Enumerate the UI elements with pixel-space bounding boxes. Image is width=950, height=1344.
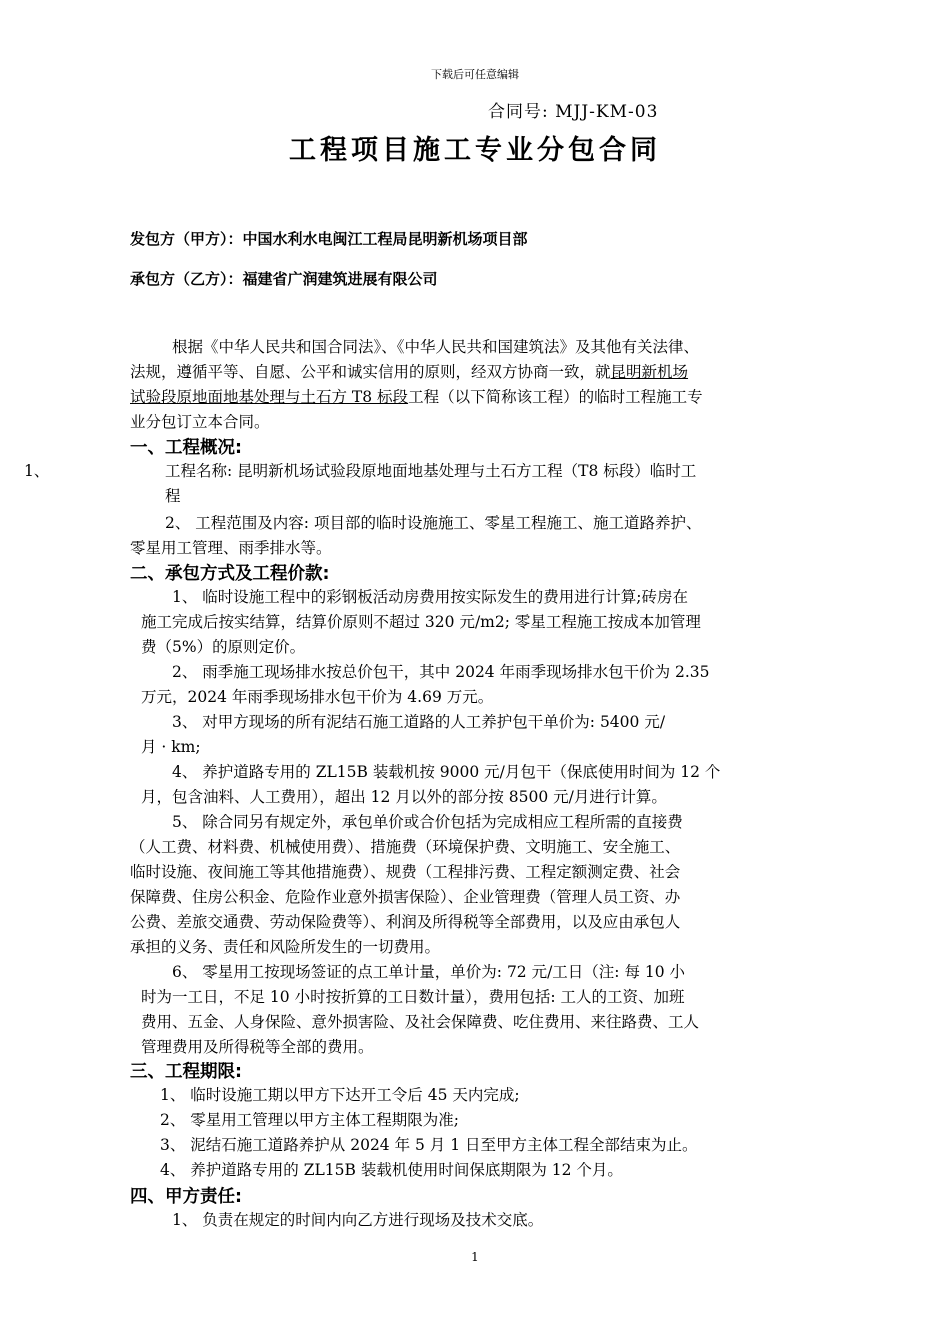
intro-line-3-text: 工程（以下简称该工程）的临时工程施工专 [408, 388, 703, 406]
s2-item-3-line-2: 月 · km; [141, 738, 201, 756]
section-1-heading: 一、工程概况: [130, 438, 242, 458]
contract-number: 合同号: MJJ-KM-03 [488, 102, 659, 122]
s2-item-1-line-2: 施工完成后按实结算，结算价原则不超过 320 元/m2; 零星工程施工按成本加管理 [141, 613, 701, 631]
s3-item-1: 1、 临时设施工期以甲方下达开工令后 45 天内完成; [160, 1086, 520, 1104]
s2-item-2-line-1: 2、 雨季施工现场排水按总价包干，其中 2024 年雨季现场排水包干价为 2.35 [172, 663, 710, 681]
s1-item-1-number: 1、 [24, 462, 50, 480]
s1-item-2-line-1: 2、 工程范围及内容: 项目部的临时设施施工、零星工程施工、施工道路养护、 [165, 514, 702, 532]
intro-line-3 [130, 385, 703, 407]
document-title: 工程项目施工专业分包合同 [289, 135, 661, 166]
project-name-underlined: 昆明新机场 [610, 363, 689, 381]
s2-item-6-line-1: 6、 零星用工按现场签证的点工单计量，单价为: 72 元/工日（注: 每 10 小 [172, 963, 686, 981]
s2-item-5-line-5: 公费、差旅交通费、劳动保险费等）、利润及所得税等全部费用，以及应由承包人 [130, 913, 681, 931]
s1-item-1-line-1: 工程名称: 昆明新机场试验段原地面地基处理与土石方工程（T8 标段）临时工 [165, 462, 697, 480]
s1-item-1-line-2: 程 [165, 487, 181, 505]
s2-item-5-line-1: 5、 除合同另有规定外，承包单价或合价包括为完成相应工程所需的直接费 [172, 813, 683, 831]
project-name-underlined-cont: 试验段原地面地基处理与土石方 T8 标段 [130, 388, 409, 406]
s4-item-1: 1、 负责在规定的时间内向乙方进行现场及技术交底。 [172, 1211, 544, 1229]
s2-item-4-line-2: 月，包含油料、人工费用），超出 12 月以外的部分按 8500 元/月进行计算。 [141, 788, 667, 806]
s2-item-6-line-4: 管理费用及所得税等全部的费用。 [141, 1038, 374, 1056]
s3-item-4: 4、 养护道路专用的 ZL15B 装载机使用时间保底期限为 12 个月。 [160, 1161, 623, 1179]
page-number: 1 [471, 1250, 479, 1264]
s2-item-5-line-6: 承担的义务、责任和风险所发生的一切费用。 [130, 938, 441, 956]
s2-item-6-line-2: 时为一工日，不足 10 小时按折算的工日数计量），费用包括: 工人的工资、加班 [141, 988, 685, 1006]
s2-item-1-line-3: 费（5%）的原则定价。 [141, 638, 306, 656]
section-2-heading: 二、承包方式及工程价款: [130, 564, 330, 584]
s1-item-2-line-2: 零星用工管理、雨季排水等。 [130, 539, 332, 557]
s2-item-5-line-3: 临时设施、夜间施工等其他措施费）、规费（工程排污费、工程定额测定费、社会 [130, 863, 681, 881]
s3-item-2: 2、 零星用工管理以甲方主体工程期限为准; [160, 1111, 460, 1129]
s2-item-3-line-1: 3、 对甲方现场的所有泥结石施工道路的人工养护包干单价为: 5400 元/ [172, 713, 666, 731]
intro-line-2 [130, 360, 688, 382]
header-note: 下载后可任意编辑 [431, 68, 519, 81]
section-4-heading: 四、甲方责任: [130, 1187, 242, 1207]
party-a: 发包方（甲方）：中国水利水电闽江工程局昆明新机场项目部 [130, 230, 528, 248]
party-b: 承包方（乙方）：福建省广润建筑进展有限公司 [130, 270, 438, 288]
s2-item-2-line-2: 万元，2024 年雨季现场排水包干价为 4.69 万元。 [141, 688, 494, 706]
intro-line-1: 根据《中华人民共和国合同法》、《中华人民共和国建筑法》及其他有关法律、 [172, 338, 700, 356]
s2-item-5-line-4: 保障费、住房公积金、危险作业意外损害保险）、企业管理费（管理人员工资、办 [130, 888, 681, 906]
s3-item-3: 3、 泥结石施工道路养护从 2024 年 5 月 1 日至甲方主体工程全部结束为止。 [160, 1136, 698, 1154]
s2-item-4-line-1: 4、 养护道路专用的 ZL15B 装载机按 9000 元/月包干（保底使用时间为 12 个 [172, 763, 721, 781]
intro-line-4: 业分包订立本合同。 [130, 413, 270, 431]
s2-item-5-line-2: （人工费、材料费、机械使用费）、措施费（环境保护费、文明施工、安全施工、 [130, 838, 681, 856]
section-3-heading: 三、工程期限: [130, 1062, 242, 1082]
s2-item-1-line-1: 1、 临时设施工程中的彩钢板活动房费用按实际发生的费用进行计算;砖房在 [172, 588, 689, 606]
intro-line-2-text: 法规，遵循平等、自愿、公平和诚实信用的原则，经双方协商一致，就 [130, 363, 611, 381]
s2-item-6-line-3: 费用、五金、人身保险、意外损害险、及社会保障费、吃住费用、来往路费、工人 [141, 1013, 700, 1031]
